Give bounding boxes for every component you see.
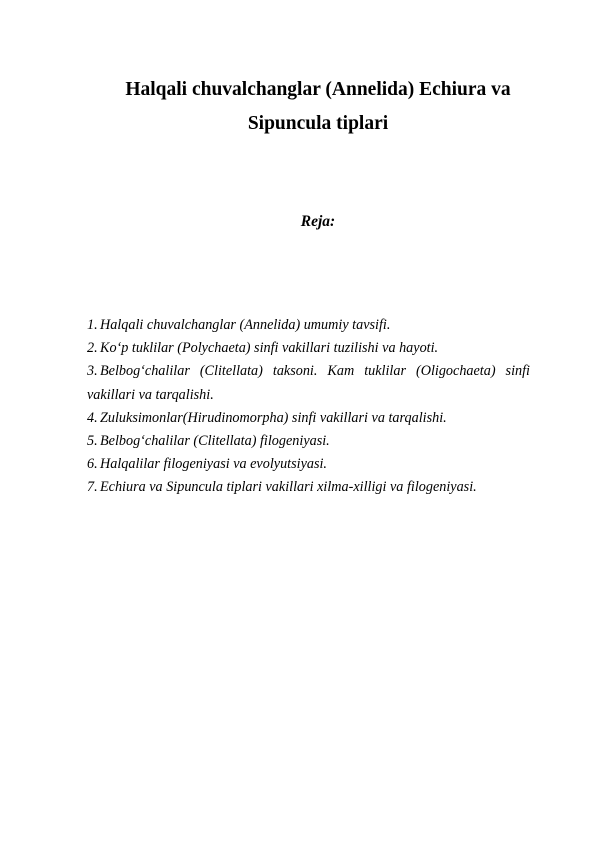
plan-item-text: Belbog‘chalilar (Clitellata) filogeniyasi. — [100, 433, 330, 450]
plan-item-number: 4. — [87, 409, 98, 426]
title-line-1: Halqali chuvalchanglar (Annelida) Echiura va — [125, 79, 511, 100]
plan-heading: Reja: — [300, 213, 336, 230]
plan-item-5 — [87, 430, 530, 453]
plan-item-text: Ko‘p tuklilar (Polychaeta) sinfi vakillari tuzilishi va hayoti. — [100, 340, 439, 357]
plan-item-number: 7. — [87, 479, 98, 496]
plan-item-1 — [87, 314, 530, 337]
plan-item-text: Echiura va Sipuncula tiplari vakillari xilma-xilligi va filogeniyasi. — [100, 479, 477, 496]
plan-item-2 — [87, 337, 530, 360]
title-line-2: Sipuncula tiplari — [247, 113, 389, 134]
plan-item-7 — [87, 476, 530, 499]
plan-item-text: Zuluksimonlar(Hirudinomorpha) sinfi vakillari va tarqalishi. — [100, 409, 447, 426]
plan-item-text: Halqalilar filogeniyasi va evolyutsiyasi. — [100, 456, 327, 473]
plan-item-number: 3. — [87, 363, 98, 380]
plan-item-number: 5. — [87, 433, 98, 450]
plan-item-text: Belbog‘chalilar (Clitellata) taksoni. Kam tuklilar (Oligochaeta) sinfi vakillari va tarqalishi. — [87, 363, 530, 403]
plan-item-number: 2. — [87, 340, 98, 357]
plan-item-number: 6. — [87, 456, 98, 473]
document-title — [60, 73, 576, 141]
plan-item-number: 1. — [87, 317, 98, 333]
plan-item-4 — [87, 407, 530, 430]
plan-item-text: Halqali chuvalchanglar (Annelida) umumiy tavsifi. — [100, 317, 391, 333]
plan-list — [87, 314, 530, 500]
plan-item-3 — [87, 360, 530, 406]
plan-item-6 — [87, 453, 530, 476]
